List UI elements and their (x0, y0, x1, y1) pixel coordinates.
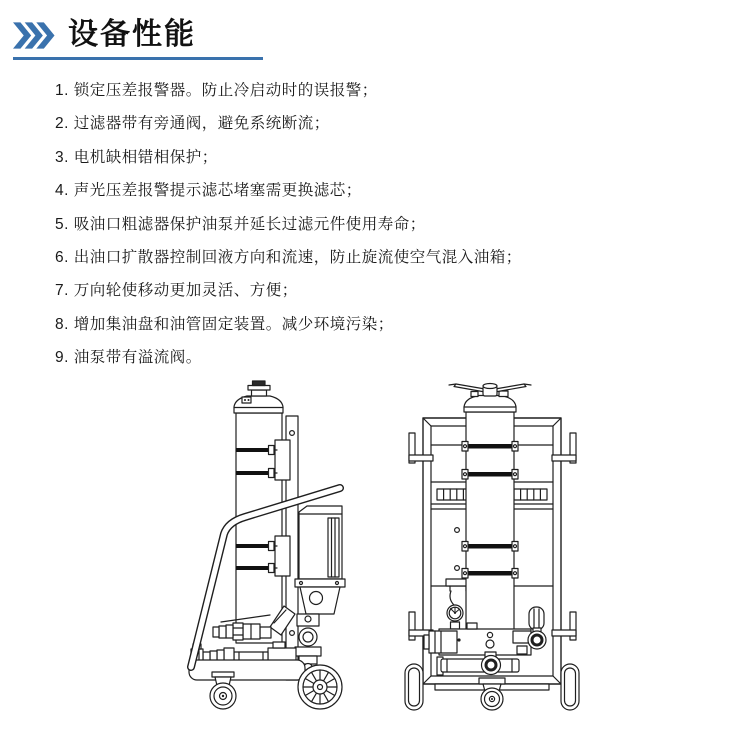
cart-frame (423, 418, 561, 690)
feature-item: 1. 锁定压差报警器。防止冷启动时的误报警； (55, 82, 378, 99)
motor (295, 506, 345, 614)
band-clamps-upper (236, 440, 290, 480)
caster-wheel (479, 678, 505, 710)
inlet-fitting (213, 623, 271, 640)
feature-item: 2. 过滤器带有旁通阀，避免系统断流； (55, 115, 330, 133)
feature-list (55, 74, 522, 375)
feature-item: 7. 万向轮使移动更加灵活、方便； (55, 282, 298, 300)
right-wheel (561, 664, 579, 710)
oil-tray-edge (221, 615, 270, 622)
push-handle (191, 488, 340, 667)
vent-valve-icon (248, 381, 270, 396)
frame-post (286, 416, 298, 680)
ribbed-brackets (437, 489, 547, 500)
feature-item: 5. 吸油口粗滤器保护油泵并延长过滤元件使用寿命； (55, 215, 426, 233)
section-header (13, 20, 196, 50)
filter-housing (236, 413, 282, 643)
housing-cap (234, 396, 283, 413)
outlet-fitting (191, 642, 296, 666)
triple-chevron-icon (13, 22, 55, 49)
filter-housing (466, 412, 514, 652)
housing-cap (464, 391, 516, 412)
title-underline (13, 57, 263, 60)
feature-item: 4. 声光压差报警提示滤芯堵塞需更换滤芯； (55, 182, 362, 200)
pump-assembly (295, 614, 321, 673)
page-title: 设备性能 (68, 18, 196, 51)
hand-wheel (449, 384, 531, 397)
rear-wheel (298, 665, 342, 709)
feature-item: 6. 出油口扩散器控制回液方向和流速，防止旋流使空气混入油箱； (55, 249, 522, 267)
mounting-panel (446, 528, 470, 605)
feature-item: 9. 油泵带有溢流阀。 (55, 349, 202, 367)
pump-assembly (424, 607, 546, 655)
filter-cart-front-view-drawing (393, 378, 608, 718)
base-frame (189, 660, 305, 680)
caster-wheel (210, 672, 236, 709)
filter-cart-side-view-drawing (185, 376, 378, 720)
left-wheel (405, 664, 423, 710)
band-clamps-lower (236, 536, 290, 576)
feature-item: 8. 增加集油盘和油管固定装置。减少环境污染； (55, 315, 394, 333)
tank-bar (437, 652, 519, 675)
feature-item: 3. 电机缺相错相保护； (55, 148, 218, 166)
band-clamps (462, 442, 518, 579)
diffuser-elbow (270, 606, 295, 635)
pressure-gauge (447, 605, 463, 629)
side-handles (409, 433, 576, 640)
